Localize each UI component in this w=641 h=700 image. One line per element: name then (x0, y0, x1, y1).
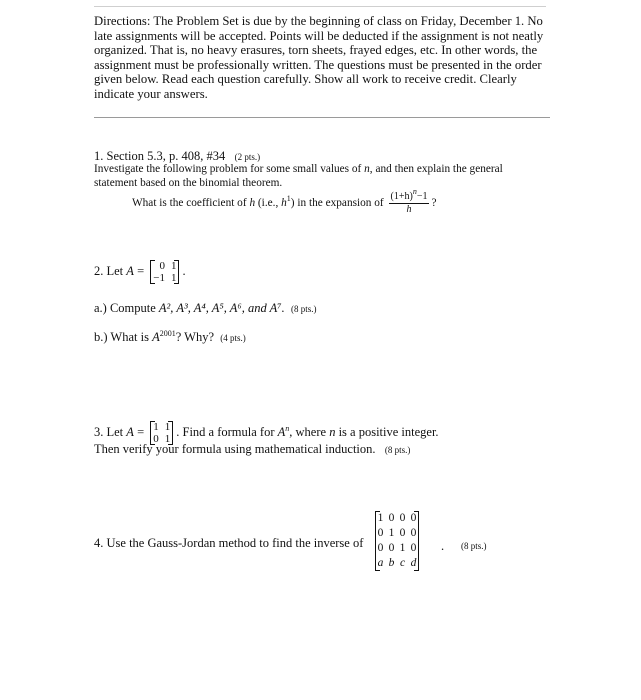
q4-matrix-left-bracket (375, 511, 380, 571)
q1-question-part-c: ) in the expansion of (290, 197, 384, 210)
q2-matrix-cell: −1 (153, 272, 165, 284)
q3-text-a: . Find a formula for (176, 424, 275, 439)
q1-fraction-numerator: $(1+h)^n-1$ (390, 187, 428, 202)
q1-fraction (389, 187, 430, 216)
q2-matrix-cell: 1 (170, 260, 177, 272)
q4-matrix-row (375, 511, 419, 526)
q1-instruction (94, 163, 503, 175)
q3-lead: 3. Let (94, 424, 124, 439)
q2-matrix-left-bracket (150, 260, 155, 284)
q2b-label: b.) What is (94, 330, 149, 344)
q4-matrix (375, 511, 419, 571)
q4-period: . (441, 539, 445, 553)
q4-matrix-cell: 1 (399, 542, 406, 554)
q4-matrix-row (375, 556, 419, 571)
q1-question-part-a: What is the coefficient of (132, 197, 247, 210)
q4-matrix-right-bracket (414, 511, 419, 571)
q2-matrix-right-bracket (174, 260, 179, 284)
q1-variable-n: n (364, 163, 370, 175)
q2a-powers: A², A³, A⁴, A⁵, A⁶, and A⁷. (158, 301, 285, 315)
q1-h-power-base: h (281, 197, 287, 210)
q2a-points: (8 pts.) (290, 304, 317, 314)
q2b-points: (4 pts.) (220, 333, 246, 343)
q2-matrix-cell: 0 (159, 260, 165, 272)
q2-matrix-cell: 1 (170, 272, 177, 284)
q2-part-a (94, 301, 316, 316)
q3-power-base: A (277, 424, 286, 439)
q4-matrix-cell: 1 (377, 512, 384, 524)
q1-instruction-line2: statement based on the binomial theorem. (94, 177, 283, 189)
q2-equals: = (137, 263, 145, 278)
q3-variable-n: n (329, 424, 336, 439)
q4-matrix-row (375, 541, 419, 556)
q4-matrix-cell: 0 (388, 542, 395, 554)
q4-matrix-cell: b (388, 557, 395, 569)
q4-matrix-cell: a (377, 557, 384, 569)
q4-matrix-row (375, 526, 419, 541)
q4-statement: 4. Use the Gauss-Jordan method to find the inverse of (94, 536, 364, 550)
q3-matrix-name: A (126, 424, 134, 439)
q4-points: (8 pts.) (461, 541, 487, 551)
q1-instruction-part-b: , and then explain the general (369, 163, 503, 175)
q2-part-b (94, 330, 246, 345)
q4-matrix-cell: 1 (388, 527, 395, 539)
q3-matrix-cell: 1 (164, 421, 171, 433)
q3-text-c: is a positive integer. (338, 424, 439, 439)
q2b-base: A (152, 330, 160, 344)
q4-matrix-cell: 0 (399, 512, 406, 524)
q1-fraction-denominator: h (406, 204, 412, 215)
q2b-exponent: 2001 (159, 329, 176, 338)
q4-matrix-cell: 0 (377, 542, 384, 554)
q1-instruction-part-a: Investigate the following problem for some small values of (94, 163, 362, 175)
q3-points: (8 pts.) (384, 445, 411, 455)
q1-question (132, 187, 437, 216)
directions-paragraph: Directions: The Problem Set is due by the beginning of class on Friday, December 1. No late assignments will be accepted. Points will be deducted if the assignment is not neatly organized. That is, no heavy erasures, torn sheets, frayed edges, etc. In other words, the assignment must be professionally written. The questions must be presented in the order given below. Read each question carefully. Show all work to receive credit. Clearly indicate your answers. (94, 14, 544, 101)
q2-period: . (182, 263, 186, 278)
q3-line2 (94, 442, 410, 457)
q2-matrix (150, 260, 179, 284)
q4-matrix-cell: 0 (410, 512, 417, 524)
q4-matrix-cell: 0 (410, 527, 417, 539)
section-divider (94, 117, 550, 118)
q4-matrix-cell: 0 (377, 527, 384, 539)
q4-matrix-cell: d (410, 557, 417, 569)
q2-lead: 2. Let (94, 263, 124, 278)
q3-equals: = (137, 424, 145, 439)
q3-line2-text: Then verify your formula using mathematical induction. (94, 442, 376, 456)
q1-question-part-b: (i.e., (255, 197, 279, 210)
q3-matrix-cell: 1 (164, 433, 171, 445)
q1-points: (2 pts.) (234, 152, 261, 162)
q4-matrix-cell: 0 (410, 542, 417, 554)
q4-matrix-cell: 0 (399, 527, 406, 539)
q4-matrix-cell: c (399, 557, 406, 569)
q2b-tail: ? Why? (175, 330, 215, 344)
q3-power-exponent: n (285, 423, 290, 433)
top-border-line (94, 6, 546, 7)
q4-matrix-cell: 0 (388, 512, 395, 524)
q2-matrix-name: A (126, 263, 134, 278)
q2a-label: a.) Compute (94, 301, 156, 315)
q2-statement (94, 260, 186, 284)
q1-heading (94, 149, 260, 164)
q1-heading-text: 1. Section 5.3, p. 408, #34 (94, 149, 226, 163)
q3-matrix-cell: 0 (153, 433, 159, 445)
q3-text-b: , where (289, 424, 327, 439)
q3-matrix-cell: 1 (153, 421, 159, 433)
q1-variable-h: h (249, 197, 256, 210)
q1-question-mark: ? (431, 197, 437, 210)
q1-h-power-exponent: 1 (286, 194, 291, 204)
q4-matrix-table (375, 511, 419, 571)
